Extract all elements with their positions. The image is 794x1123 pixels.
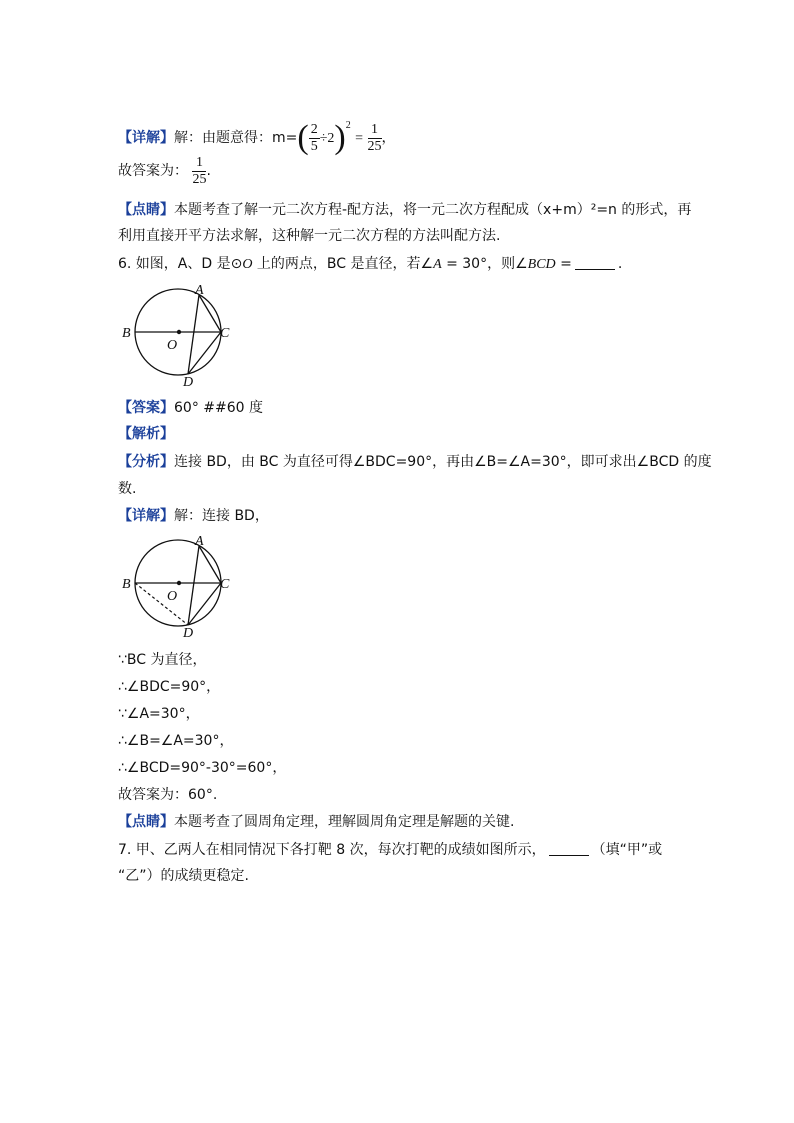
q5-detail-line: 【详解】解：由题意得：m=( $\frac{2}{5}$ ÷2)$^2$ = $\frac{1}{25}$ ， [118,119,396,156]
result-fraction: $\frac{1}{25}$ [367,122,382,154]
answer-blank [575,255,615,270]
q6-step-3: ∵∠A=30°， [118,706,200,722]
label-c: C [220,326,230,341]
q5-comment-line1: 【点睛】本题考查了解一元二次方程-配方法，将一元二次方程配成（x+m）²=n 的形式，再 [118,202,692,218]
detail-tag: 【详解】 [118,130,174,146]
label-d: D [183,375,194,390]
equals: = [355,131,364,146]
q6-detail: 【详解】解：连接 BD， [118,508,269,524]
label-d: D [183,626,194,641]
q6-final: 故答案为：60°. [118,787,218,803]
label-a: A [195,283,204,298]
center-point [177,330,181,334]
q6-analysis: 【解析】 [118,426,174,442]
label-b: B [122,577,131,592]
label-o: O [167,338,178,353]
detail-text: 解：由题意得：m= [174,130,298,146]
q6-stem: 6. 如图，A、D 是⊙O 上的两点，BC 是直径，若∠A = 30°，则∠BCD = . [118,256,623,272]
q6-fenxi-line1: 【分析】连接 BD，由 BC 为直径可得∠BDC=90°，再由∠B=∠A=30°，即可求出∠BCD 的度 [118,454,712,470]
inner-op: ÷2 [319,131,335,146]
right-paren: ) [334,119,346,156]
left-paren: ( [297,119,309,156]
q6-step-2: ∴∠BDC=90°， [118,679,221,695]
chord-ac [199,295,221,332]
q5-comment-line2: 利用直接开平方法求解，这种解一元二次方程的方法叫配方法. [118,228,501,244]
answer-fraction: $\frac{1}{25}$ [192,155,207,187]
circle-figure-1 [118,282,238,390]
exponent: 2 [345,120,351,131]
inner-fraction: $\frac{2}{5}$ [310,122,318,154]
dashed-bd [135,583,188,625]
center-point [177,581,181,585]
q5-answer-line: 故答案为： $\frac{1}{25}$ . [118,155,211,187]
chord-ac [199,546,221,583]
label-o: O [167,589,178,604]
q7-stem-line2: “乙”）的成绩更稳定. [118,868,249,884]
circle-figure-2 [118,533,238,641]
q6-step-1: ∵BC 为直径， [118,652,207,668]
comment-tag: 【点睛】 [118,202,174,218]
label-c: C [220,577,230,592]
q6-fenxi-line2: 数. [118,481,137,497]
q7-stem-line1: 7. 甲、乙两人在相同情况下各打靶 8 次，每次打靶的成绩如图所示， （填“甲”或 [118,842,663,858]
answer-blank [549,841,589,856]
q6-comment: 【点睛】本题考查了圆周角定理，理解圆周角定理是解题的关键. [118,814,515,830]
q6-step-4: ∴∠B=∠A=30°， [118,733,234,749]
q6-step-5: ∴∠BCD=90°-30°=60°， [118,760,287,776]
label-a: A [195,534,204,549]
q6-answer: 【答案】60° ##60 度 [118,400,263,416]
label-b: B [122,326,131,341]
